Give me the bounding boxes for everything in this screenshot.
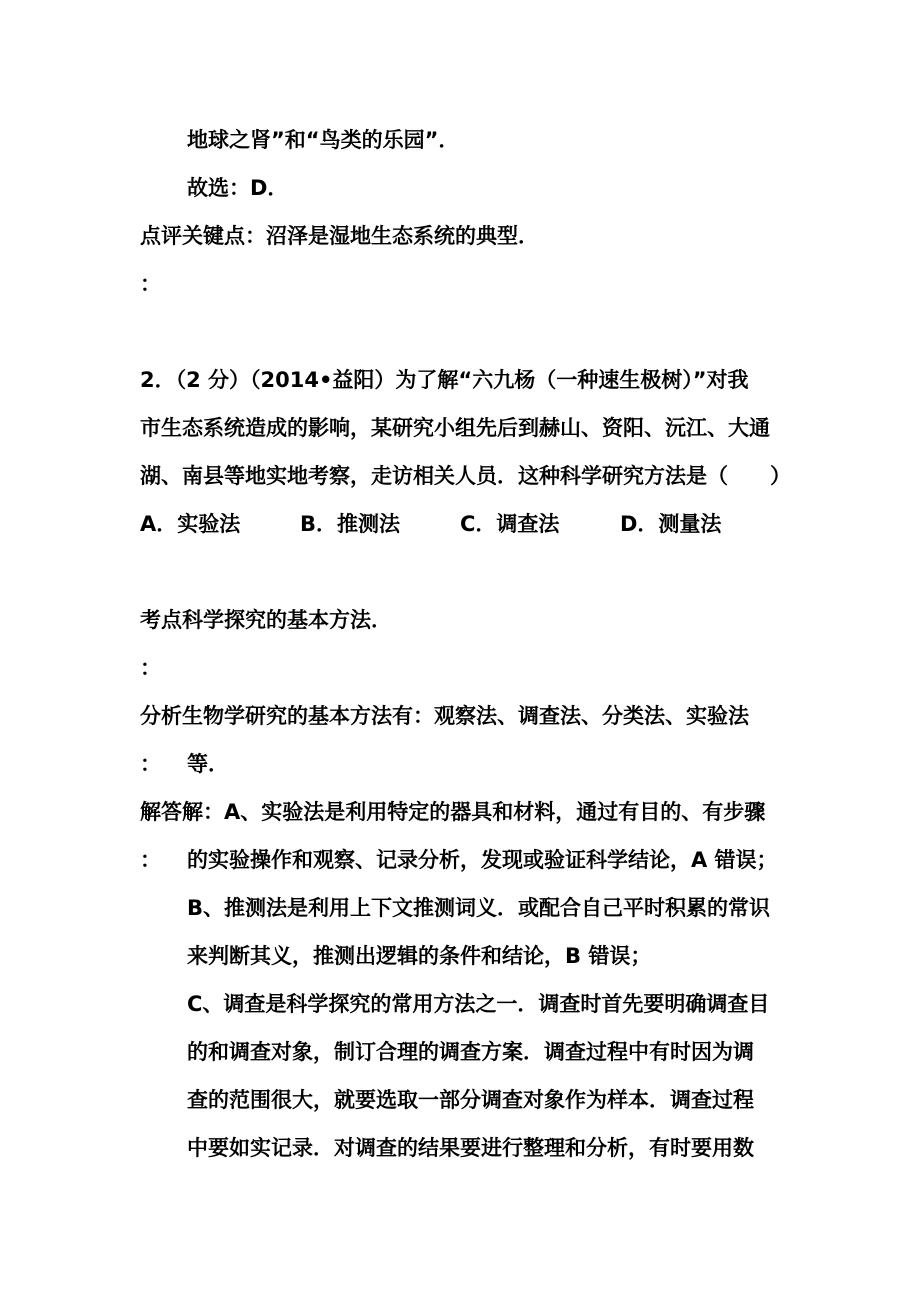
text-line: 等． — [187, 752, 229, 776]
text-line: 地球之肾”和“鸟类的乐园”． — [187, 128, 460, 152]
question-line: 湖、南县等地实地考察，走访相关人员．这种科学研究方法是（ ） — [140, 464, 791, 488]
kaodian-line: 考点科学探究的基本方法． — [140, 608, 392, 632]
answer-line: 的和调查对象，制订合理的调查方案．调查过程中有时因为调 — [187, 1040, 754, 1064]
text-line: 故选：D． — [187, 176, 289, 200]
answer-line: 中要如实记录．对调查的结果要进行整理和分析，有时要用数 — [187, 1136, 754, 1160]
question-line: 2．（2 分）（2014•益阳）为了解“六九杨（一种速生极树）”对我 — [140, 368, 749, 392]
option-d: D．测量法 — [620, 512, 722, 536]
text-line: ： — [140, 272, 161, 296]
answer-line: C、调查是科学探究的常用方法之一．调查时首先要明确调查目 — [187, 992, 770, 1016]
answer-line: B、推测法是利用上下文推测词义．或配合自己平时积累的常识 — [187, 896, 771, 920]
option-c: C．调查法 — [460, 512, 560, 536]
answer-line: 来判断其义，推测出逻辑的条件和结论，B 错误； — [187, 944, 652, 968]
analysis-line: 分析生物学研究的基本方法有：观察法、调查法、分类法、实验法 — [140, 704, 749, 728]
option-a: A．实验法 — [140, 512, 241, 536]
text-line: ： — [140, 656, 161, 680]
answer-line: 查的范围很大，就要选取一部分调查对象作为样本．调查过程 — [187, 1088, 754, 1112]
answer-line: 解答解：A、实验法是利用特定的器具和材料，通过有目的、有步骤 — [140, 800, 766, 824]
text-line: 点评关键点：沼泽是湿地生态系统的典型． — [140, 224, 539, 248]
question-line: 市生态系统造成的影响，某研究小组先后到赫山、资阳、沅江、大通 — [140, 416, 770, 440]
text-line: ： — [140, 848, 161, 872]
answer-line: 的实验操作和观察、记录分析，发现或验证科学结论，A 错误； — [187, 848, 778, 872]
text-line: ： — [140, 752, 161, 776]
option-b: B．推测法 — [300, 512, 401, 536]
